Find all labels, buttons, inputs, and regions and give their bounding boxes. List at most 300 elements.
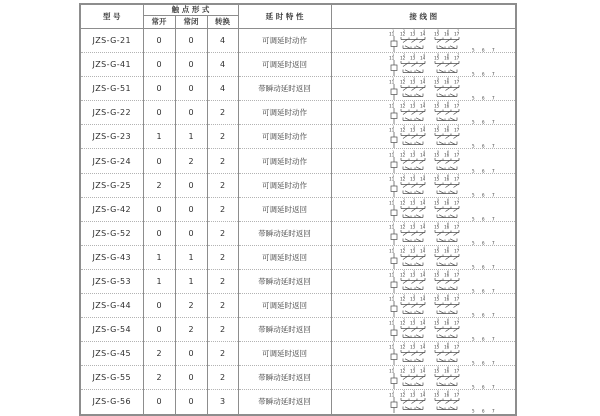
svg-text:11: 11 [388, 249, 394, 255]
svg-text:6: 6 [481, 241, 485, 245]
normally-open-cell: 0 [143, 197, 175, 221]
contact-group-1 [401, 374, 425, 386]
svg-text:6: 6 [446, 77, 449, 82]
svg-text:15: 15 [433, 32, 439, 38]
svg-text:4: 4 [422, 77, 425, 82]
svg-text:15: 15 [433, 104, 439, 110]
svg-text:4: 4 [422, 318, 425, 323]
wiring-diagram [332, 342, 517, 365]
table-row [80, 366, 516, 390]
wiring-diagram [332, 318, 517, 341]
svg-text:2: 2 [402, 318, 405, 323]
svg-text:15: 15 [433, 321, 439, 327]
svg-text:5: 5 [436, 294, 439, 298]
coil-symbol [391, 349, 397, 365]
header-normally-closed: 常闭 [175, 16, 207, 29]
normally-open-cell: 2 [143, 342, 175, 366]
svg-text:6: 6 [446, 342, 449, 347]
svg-text:1: 1 [391, 342, 394, 347]
contact-group-1 [401, 182, 425, 194]
model-cell: JZS-G-45 [80, 342, 143, 366]
svg-text:14: 14 [419, 177, 425, 183]
wiring-diagram [332, 222, 517, 245]
svg-text:13: 13 [409, 201, 415, 207]
model-cell: JZS-G-23 [80, 125, 143, 149]
svg-text:12: 12 [399, 129, 405, 135]
changeover-cell: 2 [207, 173, 238, 197]
svg-text:3: 3 [412, 245, 415, 250]
svg-text:5: 5 [471, 144, 475, 149]
svg-text:5: 5 [436, 125, 439, 130]
model-cell: JZS-G-42 [80, 197, 143, 221]
normally-open-cell: 0 [143, 221, 175, 245]
contact-group-1 [401, 254, 425, 266]
contact-group-2 [435, 133, 459, 145]
spec-table-header [80, 4, 516, 29]
svg-text:14: 14 [419, 273, 425, 279]
svg-text:5: 5 [471, 385, 475, 390]
contact-group-2 [435, 85, 459, 97]
contact-group-1 [401, 278, 425, 290]
svg-text:2: 2 [402, 53, 405, 58]
svg-text:17: 17 [453, 153, 459, 159]
svg-text:6: 6 [446, 221, 449, 226]
coil-symbol [391, 253, 397, 269]
contact-group-2 [435, 158, 459, 170]
contact-group-2 [435, 398, 459, 410]
delay-cell: 可调延时返回 [238, 245, 331, 269]
svg-text:7: 7 [491, 144, 495, 149]
svg-text:5: 5 [436, 318, 439, 323]
svg-text:7: 7 [491, 289, 495, 293]
coil-symbol [391, 181, 397, 197]
changeover-cell: 2 [207, 221, 238, 245]
normally-open-cell: 0 [143, 29, 175, 53]
svg-text:7: 7 [491, 72, 495, 77]
contact-group-1 [401, 85, 425, 97]
svg-text:16: 16 [443, 345, 449, 351]
svg-text:5: 5 [436, 342, 439, 347]
contact-group-1 [401, 302, 425, 314]
normally-closed-cell: 0 [175, 101, 207, 125]
model-cell: JZS-G-54 [80, 318, 143, 342]
svg-text:16: 16 [443, 273, 449, 279]
wiring-diagram-cell [331, 173, 516, 197]
svg-text:12: 12 [399, 369, 405, 375]
svg-text:15: 15 [433, 225, 439, 231]
svg-text:1: 1 [391, 149, 394, 154]
svg-text:1: 1 [391, 101, 394, 106]
svg-text:11: 11 [388, 345, 394, 351]
svg-text:1: 1 [391, 77, 394, 82]
svg-text:17: 17 [453, 80, 459, 86]
contact-group-1 [401, 61, 425, 73]
svg-text:15: 15 [433, 345, 439, 351]
svg-text:6: 6 [481, 289, 485, 293]
model-cell: JZS-G-43 [80, 245, 143, 269]
svg-text:13: 13 [409, 369, 415, 375]
svg-text:5: 5 [436, 366, 439, 371]
normally-open-cell: 1 [143, 245, 175, 269]
svg-text:12: 12 [399, 225, 405, 231]
svg-text:5: 5 [436, 53, 439, 58]
table-row [80, 318, 516, 342]
svg-text:6: 6 [481, 385, 485, 390]
svg-text:11: 11 [388, 369, 394, 375]
svg-text:12: 12 [399, 297, 405, 303]
wiring-diagram [332, 270, 517, 293]
svg-text:4: 4 [422, 173, 425, 178]
svg-text:2: 2 [402, 366, 405, 371]
delay-cell: 可调延时动作 [238, 149, 331, 173]
svg-text:2: 2 [402, 173, 405, 178]
svg-text:16: 16 [443, 104, 449, 110]
svg-text:11: 11 [388, 177, 394, 183]
svg-text:7: 7 [491, 385, 495, 390]
changeover-cell: 2 [207, 101, 238, 125]
normally-closed-cell: 0 [175, 53, 207, 77]
svg-text:13: 13 [409, 80, 415, 86]
wiring-diagram-cell [331, 125, 516, 149]
svg-text:6: 6 [481, 192, 485, 197]
delay-cell: 可调延时动作 [238, 29, 331, 53]
spec-table-body [80, 29, 516, 415]
svg-text:7: 7 [456, 197, 459, 202]
svg-text:1: 1 [391, 53, 394, 58]
svg-text:6: 6 [481, 337, 485, 342]
normally-closed-cell: 2 [175, 294, 207, 318]
svg-text:14: 14 [419, 249, 425, 255]
svg-text:7: 7 [456, 318, 459, 323]
svg-text:3: 3 [412, 318, 415, 323]
svg-text:16: 16 [443, 249, 449, 255]
svg-text:4: 4 [422, 269, 425, 274]
svg-text:3: 3 [412, 101, 415, 106]
svg-text:1: 1 [391, 173, 394, 178]
svg-text:6: 6 [446, 101, 449, 106]
wiring-diagram-cell [331, 342, 516, 366]
delay-cell: 可调延时动作 [238, 125, 331, 149]
delay-cell: 带瞬动延时返回 [238, 390, 331, 415]
normally-open-cell: 0 [143, 77, 175, 101]
svg-text:1: 1 [391, 269, 394, 274]
normally-closed-cell: 1 [175, 125, 207, 149]
svg-text:7: 7 [491, 217, 495, 221]
contact-group-1 [401, 350, 425, 362]
delay-cell: 带瞬动延时返回 [238, 221, 331, 245]
contact-group-1 [401, 398, 425, 410]
svg-text:6: 6 [481, 265, 485, 269]
contact-group-2 [435, 109, 459, 121]
svg-text:7: 7 [456, 173, 459, 178]
svg-text:13: 13 [409, 153, 415, 159]
svg-text:1: 1 [391, 318, 394, 323]
svg-text:5: 5 [436, 390, 439, 395]
wiring-diagram [332, 294, 517, 317]
svg-text:17: 17 [453, 321, 459, 327]
svg-text:7: 7 [491, 409, 495, 414]
delay-cell: 可调延时返回 [238, 197, 331, 221]
wiring-diagram-cell [331, 29, 516, 53]
svg-text:5: 5 [436, 221, 439, 226]
contact-group-1 [401, 133, 425, 145]
changeover-cell: 2 [207, 269, 238, 293]
svg-text:13: 13 [409, 32, 415, 38]
wiring-diagram-cell [331, 149, 516, 173]
table-row [80, 294, 516, 318]
svg-text:17: 17 [453, 225, 459, 231]
svg-text:17: 17 [453, 369, 459, 375]
model-cell: JZS-G-22 [80, 101, 143, 125]
delay-cell: 带瞬动延时返回 [238, 366, 331, 390]
model-cell: JZS-G-44 [80, 294, 143, 318]
contact-group-1 [401, 109, 425, 121]
svg-text:2: 2 [402, 245, 405, 250]
coil-symbol [391, 36, 397, 52]
svg-text:5: 5 [436, 29, 439, 33]
svg-text:4: 4 [422, 221, 425, 226]
svg-text:2: 2 [402, 101, 405, 106]
model-cell: JZS-G-25 [80, 173, 143, 197]
svg-text:17: 17 [453, 32, 459, 38]
normally-closed-cell: 0 [175, 173, 207, 197]
svg-text:14: 14 [419, 394, 425, 400]
svg-text:17: 17 [453, 394, 459, 400]
svg-text:14: 14 [419, 369, 425, 375]
svg-text:5: 5 [471, 313, 475, 318]
svg-text:2: 2 [402, 77, 405, 82]
svg-text:14: 14 [419, 345, 425, 351]
svg-text:5: 5 [436, 269, 439, 274]
model-cell: JZS-G-56 [80, 390, 143, 415]
svg-text:15: 15 [433, 249, 439, 255]
normally-open-cell: 1 [143, 125, 175, 149]
svg-text:17: 17 [453, 273, 459, 279]
coil-symbol [391, 229, 397, 245]
normally-open-cell: 0 [143, 390, 175, 415]
header-normally-open: 常开 [143, 16, 175, 29]
svg-text:11: 11 [388, 129, 394, 135]
normally-closed-cell: 1 [175, 245, 207, 269]
svg-text:1: 1 [391, 366, 394, 371]
svg-text:6: 6 [481, 168, 485, 173]
svg-text:17: 17 [453, 104, 459, 110]
contact-group-1 [401, 37, 425, 49]
delay-cell: 可调延时动作 [238, 173, 331, 197]
svg-text:13: 13 [409, 177, 415, 183]
header-wiring-diagram: 接 线 图 [331, 4, 516, 29]
svg-text:5: 5 [471, 48, 475, 53]
contact-group-1 [401, 206, 425, 218]
svg-text:7: 7 [456, 294, 459, 298]
svg-text:6: 6 [481, 409, 485, 414]
svg-text:7: 7 [456, 269, 459, 274]
svg-text:11: 11 [388, 225, 394, 231]
svg-text:2: 2 [402, 342, 405, 347]
relay-spec-table [79, 3, 517, 416]
coil-symbol [391, 301, 397, 317]
svg-text:6: 6 [446, 173, 449, 178]
coil-symbol [391, 325, 397, 341]
normally-open-cell: 0 [143, 149, 175, 173]
svg-text:6: 6 [481, 144, 485, 149]
wiring-diagram [332, 174, 517, 197]
svg-text:4: 4 [422, 197, 425, 202]
model-cell: JZS-G-24 [80, 149, 143, 173]
svg-text:16: 16 [443, 369, 449, 375]
wiring-diagram [332, 125, 517, 148]
svg-text:7: 7 [456, 29, 459, 33]
delay-cell: 可调延时动作 [238, 101, 331, 125]
normally-closed-cell: 0 [175, 366, 207, 390]
svg-text:13: 13 [409, 273, 415, 279]
svg-text:7: 7 [491, 96, 495, 101]
table-row [80, 197, 516, 221]
svg-text:15: 15 [433, 80, 439, 86]
coil-symbol [391, 157, 397, 173]
svg-text:13: 13 [409, 249, 415, 255]
contact-group-2 [435, 61, 459, 73]
svg-text:5: 5 [436, 173, 439, 178]
svg-text:6: 6 [446, 269, 449, 274]
svg-text:15: 15 [433, 297, 439, 303]
svg-text:14: 14 [419, 297, 425, 303]
model-cell: JZS-G-21 [80, 29, 143, 53]
wiring-diagram-cell [331, 53, 516, 77]
svg-text:11: 11 [388, 32, 394, 38]
svg-text:11: 11 [388, 201, 394, 207]
coil-symbol [391, 84, 397, 100]
contact-group-2 [435, 278, 459, 290]
normally-closed-cell: 2 [175, 149, 207, 173]
svg-text:2: 2 [402, 149, 405, 154]
svg-text:4: 4 [422, 149, 425, 154]
wiring-diagram [332, 53, 517, 76]
svg-text:14: 14 [419, 225, 425, 231]
svg-text:6: 6 [446, 197, 449, 202]
wiring-diagram-cell [331, 197, 516, 221]
wiring-diagram-cell [331, 101, 516, 125]
table-row [80, 390, 516, 415]
svg-text:16: 16 [443, 80, 449, 86]
svg-text:5: 5 [471, 337, 475, 342]
delay-cell: 带瞬动延时返回 [238, 269, 331, 293]
svg-text:1: 1 [391, 125, 394, 130]
svg-text:3: 3 [412, 221, 415, 226]
svg-text:1: 1 [391, 29, 394, 33]
svg-text:5: 5 [471, 96, 475, 101]
table-row [80, 125, 516, 149]
svg-text:3: 3 [412, 149, 415, 154]
normally-open-cell: 0 [143, 294, 175, 318]
svg-text:4: 4 [422, 366, 425, 371]
normally-closed-cell: 0 [175, 221, 207, 245]
normally-closed-cell: 0 [175, 77, 207, 101]
contact-group-2 [435, 182, 459, 194]
wiring-diagram [332, 390, 517, 413]
svg-text:16: 16 [443, 56, 449, 62]
svg-text:12: 12 [399, 32, 405, 38]
svg-text:11: 11 [388, 56, 394, 62]
svg-text:13: 13 [409, 225, 415, 231]
svg-text:16: 16 [443, 129, 449, 135]
svg-text:6: 6 [481, 96, 485, 101]
svg-text:6: 6 [446, 53, 449, 58]
wiring-diagram-cell [331, 318, 516, 342]
svg-text:6: 6 [481, 361, 485, 366]
svg-text:16: 16 [443, 201, 449, 207]
svg-text:7: 7 [491, 265, 495, 269]
svg-text:13: 13 [409, 104, 415, 110]
normally-closed-cell: 1 [175, 269, 207, 293]
svg-text:6: 6 [446, 245, 449, 250]
changeover-cell: 4 [207, 53, 238, 77]
wiring-diagram [332, 366, 517, 389]
svg-text:5: 5 [471, 265, 475, 269]
coil-symbol [391, 277, 397, 293]
svg-text:7: 7 [456, 53, 459, 58]
wiring-diagram [332, 150, 517, 173]
header-model: 型 号 [80, 4, 143, 29]
header-changeover: 转换 [207, 16, 238, 29]
svg-text:5: 5 [471, 289, 475, 293]
svg-text:2: 2 [402, 125, 405, 130]
svg-text:7: 7 [491, 48, 495, 53]
svg-text:11: 11 [388, 321, 394, 327]
svg-text:3: 3 [412, 269, 415, 274]
model-cell: JZS-G-52 [80, 221, 143, 245]
svg-text:7: 7 [491, 192, 495, 197]
svg-text:2: 2 [402, 197, 405, 202]
model-cell: JZS-G-51 [80, 77, 143, 101]
table-row [80, 245, 516, 269]
contact-group-2 [435, 350, 459, 362]
normally-open-cell: 0 [143, 101, 175, 125]
svg-text:15: 15 [433, 273, 439, 279]
table-row [80, 101, 516, 125]
svg-text:7: 7 [456, 101, 459, 106]
svg-text:3: 3 [412, 173, 415, 178]
svg-text:5: 5 [471, 241, 475, 245]
svg-text:14: 14 [419, 201, 425, 207]
svg-text:4: 4 [422, 53, 425, 58]
svg-text:2: 2 [402, 221, 405, 226]
normally-open-cell: 1 [143, 269, 175, 293]
svg-text:13: 13 [409, 321, 415, 327]
svg-text:4: 4 [422, 342, 425, 347]
svg-text:3: 3 [412, 366, 415, 371]
table-row [80, 77, 516, 101]
svg-text:16: 16 [443, 177, 449, 183]
delay-cell: 可调延时返回 [238, 342, 331, 366]
svg-text:7: 7 [456, 342, 459, 347]
svg-text:12: 12 [399, 394, 405, 400]
svg-text:6: 6 [481, 72, 485, 77]
svg-text:16: 16 [443, 394, 449, 400]
svg-text:6: 6 [446, 149, 449, 154]
normally-closed-cell: 0 [175, 29, 207, 53]
svg-text:12: 12 [399, 201, 405, 207]
svg-text:1: 1 [391, 294, 394, 298]
contact-group-1 [401, 158, 425, 170]
header-delay-characteristic: 延 时 特 性 [238, 4, 331, 29]
svg-text:14: 14 [419, 32, 425, 38]
coil-symbol [391, 108, 397, 124]
contact-group-1 [401, 326, 425, 338]
wiring-diagram-cell [331, 77, 516, 101]
svg-text:13: 13 [409, 345, 415, 351]
svg-text:14: 14 [419, 129, 425, 135]
